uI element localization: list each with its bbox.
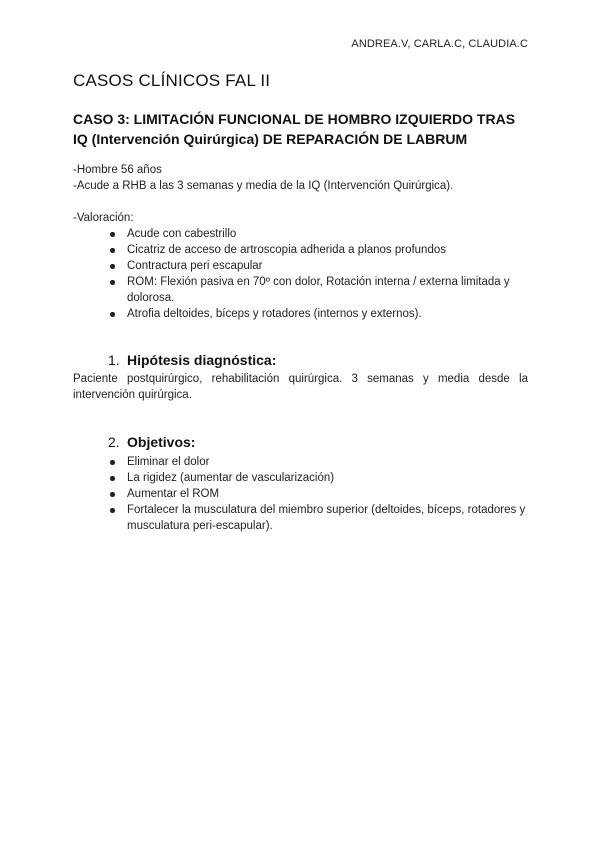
section-heading-objetivos: [108, 434, 195, 450]
list-item: Acude con cabestrillo: [108, 226, 528, 242]
hipotesis-text: Paciente postquirúrgico, rehabilitación quirúrgica. 3 semanas y media desde la intervención quirúrgica.: [73, 373, 528, 401]
list-item: La rigidez (aumentar de vascularización): [108, 470, 528, 486]
objetivos-list: [108, 454, 528, 534]
list-item: Eliminar el dolor: [108, 454, 528, 470]
section-number: 1.: [108, 352, 120, 368]
section-number: 2.: [108, 434, 120, 450]
case-heading-line-2: IQ (Intervención Quirúrgica) DE REPARACIÓN DE LABRUM: [73, 131, 468, 147]
section-title: Objetivos:: [127, 434, 196, 450]
patient-age-line: -Hombre 56 años: [73, 164, 162, 176]
section-title: Hipótesis diagnóstica:: [127, 352, 277, 368]
patient-intro: [73, 162, 453, 194]
list-item: Cicatriz de acceso de artroscopia adherida a planos profundos: [108, 242, 528, 258]
document-title: CASOS CLÍNICOS FAL II: [73, 71, 271, 90]
valoracion-list: [108, 226, 528, 322]
case-heading: [73, 109, 533, 149]
list-item: Atrofia deltoides, bíceps y rotadores (internos y externos).: [108, 306, 528, 322]
authors-header: ANDREA.V, CARLA.C, CLAUDIA.C: [351, 38, 528, 50]
section-heading-hipotesis: [108, 352, 276, 368]
valoracion-label: -Valoración:: [73, 212, 134, 224]
patient-visit-line: -Acude a RHB a las 3 semanas y media de la IQ (Intervención Quirúrgica).: [73, 180, 454, 192]
list-item: Aumentar el ROM: [108, 486, 528, 502]
list-item: Fortalecer la musculatura del miembro superior (deltoides, bíceps, rotadores y musculatura peri-escapular).: [108, 502, 528, 534]
list-item: ROM: Flexión pasiva en 70º con dolor, Rotación interna / externa limitada y dolorosa.: [108, 274, 528, 306]
case-heading-line-1: CASO 3: LIMITACIÓN FUNCIONAL DE HOMBRO IZQUIERDO TRAS: [73, 111, 516, 127]
list-item: Contractura peri escapular: [108, 258, 528, 274]
